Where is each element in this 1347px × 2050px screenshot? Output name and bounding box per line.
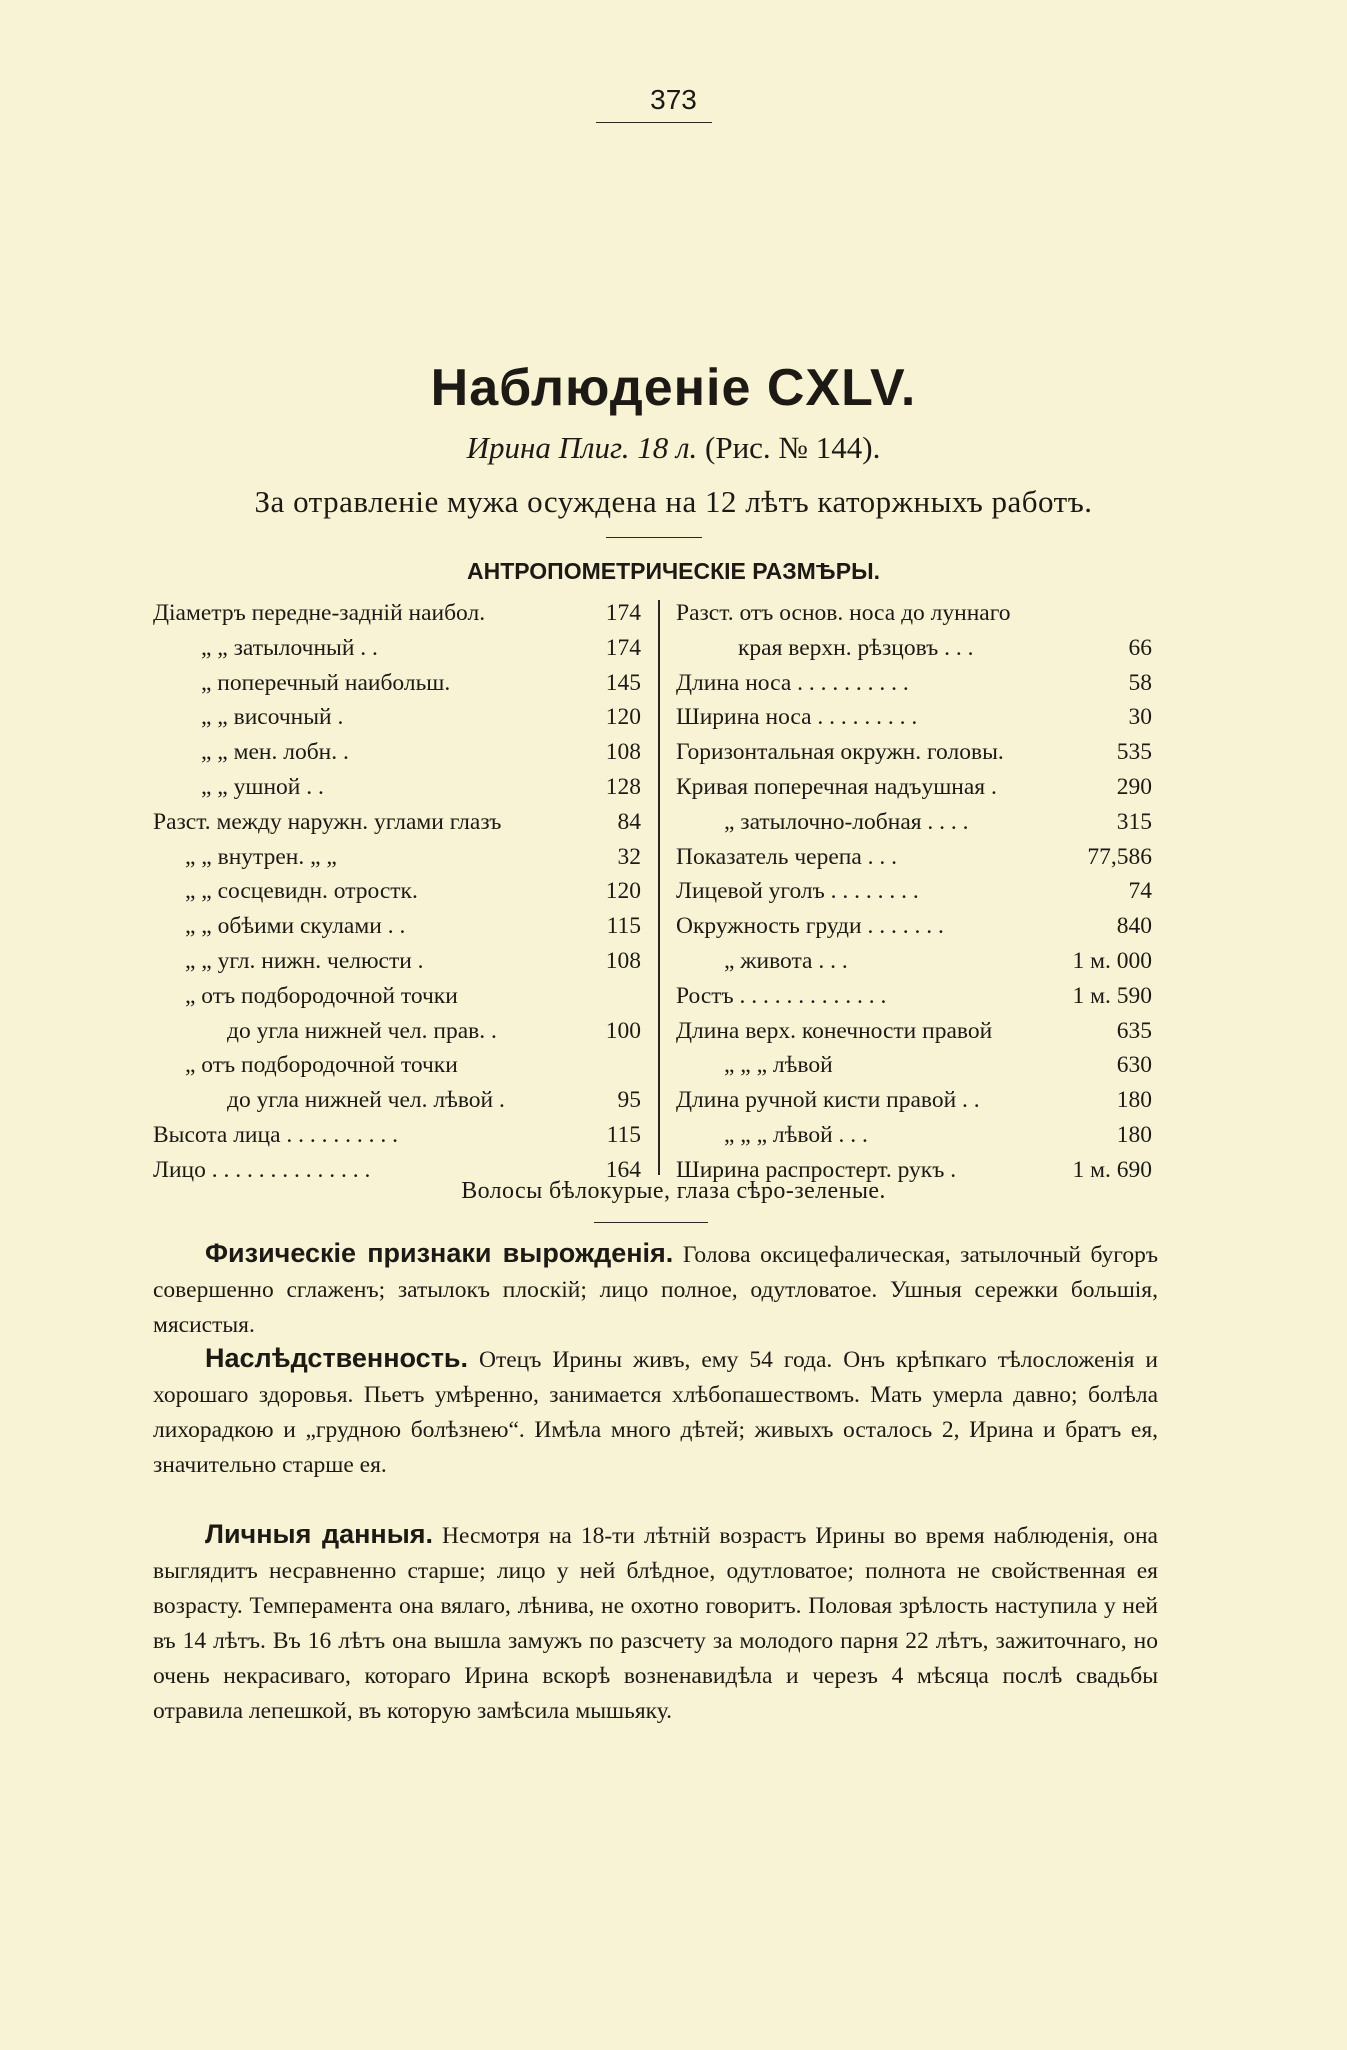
measurement-value: 1 м. 000 [1072,947,1152,974]
paragraph-text: Голова оксицефалическая, затылочный бугоръ совершенно сглаженъ; затылокъ плоскій; лицо полное, одутловатое. Ушныя сережки большія, мясистыя. [153,1242,1158,1338]
measurement-value: 164 [605,1156,641,1183]
measurement-label: Длина ручной кисти правой . . [676,1087,980,1114]
measurement-value: 315 [1116,808,1152,835]
paragraph-physical-signs [153,1236,1158,1343]
measurement-value: 128 [605,773,641,800]
measurement-row [676,944,1152,979]
measurement-label: Окружность груди . . . . . . . [676,913,944,940]
subject-line [0,430,1347,466]
measurement-row [676,1118,1152,1153]
measurement-label: „ затылочно-лобная . . . . [724,808,969,835]
measurements-left-column [153,596,641,1188]
measurement-row [153,631,641,666]
measurement-label: „ „ височный . [201,704,344,731]
measurement-row [676,666,1152,701]
measurement-row [676,1014,1152,1049]
paragraph-personal-data [153,1517,1158,1729]
measurement-value: 108 [605,739,641,766]
measurement-label-continuation: до угла нижней чел. прав. . [227,1017,497,1044]
measurement-row [153,770,641,805]
measurement-value: 58 [1128,669,1152,696]
measurement-value: 84 [617,808,641,835]
measurement-label: Лицевой уголъ . . . . . . . . [676,878,919,905]
measurement-value: 1 м. 590 [1072,982,1152,1009]
measurement-row [153,874,641,909]
column-divider [658,600,660,1175]
paragraph-heading: Наслѣдственность. [205,1343,469,1373]
measurement-row [676,700,1152,735]
measurement-value: 630 [1116,1052,1152,1079]
figure-reference: (Рис. № 144). [705,430,881,465]
measurement-value: 174 [605,634,641,661]
measurement-value: 120 [605,704,641,731]
measurement-value: 95 [617,1087,641,1114]
measurement-label: Разст. отъ основ. носа до луннаго [676,600,1011,626]
measurement-value: 120 [605,878,641,905]
measurement-value: 30 [1128,704,1152,731]
measurement-label: Лицо . . . . . . . . . . . . . . [153,1156,371,1183]
measurement-row [676,909,1152,944]
measurement-value: 100 [605,1017,641,1044]
measurement-row [153,805,641,840]
measurement-value: 290 [1116,773,1152,800]
measurement-value: 535 [1116,739,1152,766]
measurement-value: 174 [605,600,641,626]
measurement-row [676,770,1152,805]
measurements-right-column [676,596,1152,1188]
measurement-label: „ живота . . . [724,947,848,974]
measurement-value: 74 [1128,878,1152,905]
measurement-value: 66 [1128,634,1152,661]
measurement-label: „ „ сосцевидн. отростк. [185,878,418,905]
measurement-row [153,840,641,875]
sentence-line: За отравленіе мужа осуждена на 12 лѣтъ каторжныхъ работъ. [254,484,1093,519]
measurement-label: Высота лица . . . . . . . . . . [153,1121,399,1148]
subject-name: Ирина Плиг. 18 л. [466,430,698,465]
measurement-label: „ отъ подбородочной точки [185,982,458,1009]
measurement-value: 635 [1116,1017,1152,1044]
measurement-value: 77,586 [1087,843,1152,870]
measurement-value: 180 [1116,1121,1152,1148]
measurement-row [153,735,641,770]
measurement-row [676,596,1152,666]
measurement-value: 840 [1116,913,1152,940]
title-rule [606,537,702,538]
paragraph-heredity [153,1341,1158,1483]
measurement-label: Длина верх. конечности правой [676,1017,993,1044]
paragraph-heading: Личныя данныя. [205,1519,434,1549]
measurement-label: Горизонтальная окружн. головы. [676,739,1004,766]
measurement-row [676,1083,1152,1118]
measurement-row [153,1048,641,1118]
page-number-rule [596,122,712,123]
measurement-label: „ „ ушной . . [201,773,324,800]
measurement-label: Разст. между наружн. углами глазъ [153,808,502,835]
measurement-label: „ поперечный наибольш. [201,669,451,696]
page-number: 373 [650,84,697,115]
measurement-label-continuation: края верхн. рѣзцовъ . . . [738,634,974,661]
measurement-row [153,666,641,701]
measurement-value: 115 [606,913,641,940]
measurement-row [676,1048,1152,1083]
paragraph-text: Несмотря на 18-ти лѣтній возрастъ Ирины во время наблюденія, она выглядитъ несравненно старше; лицо у ней блѣдное, одутловатое; полнота не свойственная ея возрасту. Темперамента она вялаго, лѣнива, не охотно говоритъ. Половая зрѣлость наступила у ней въ 14 лѣтъ. Въ 16 лѣтъ она вышла замужъ по разсчету за молодого парня 22 лѣтъ, зажиточнаго, но очень некрасиваго, котораго Ирина вскорѣ возненавидѣла и черезъ 4 мѣсяца послѣ свадьбы отравила лепешкой, въ которую замѣсила мышьяку. [153,1523,1158,1724]
measurement-value: 1 м. 690 [1072,1156,1152,1183]
paragraph-text: Отецъ Ирины живъ, ему 54 года. Онъ крѣпкаго тѣлосложенія и хорошаго здоровья. Пьетъ умѣренно, занимается хлѣбопашествомъ. Мать умерла давно; болѣла лихорадкою и „грудною болѣзнею“. Имѣла много дѣтей; живыхъ осталось 2, Ирина и братъ ея, значительно старше ея. [153,1347,1158,1478]
measurement-label-continuation: до угла нижней чел. лѣвой . [227,1087,505,1114]
measurement-value: 108 [605,947,641,974]
measurement-label: Ширина носа . . . . . . . . . [676,704,918,731]
measurement-row [676,979,1152,1014]
measurement-label: Ширина распростерт. рукъ . [676,1156,957,1183]
measurement-row [153,700,641,735]
paragraph-heading: Физическіе признаки вырожденія. [205,1238,674,1268]
measurement-label: „ „ „ лѣвой . . . [724,1121,868,1148]
measurement-label: Кривая поперечная надъушная . [676,773,997,800]
section-rule [594,1222,708,1223]
measurement-label: „ „ угл. нижн. челюсти . [185,947,424,974]
measurement-row [153,944,641,979]
measurement-label: „ „ внутрен. „ „ [185,843,337,870]
measurement-label: Показатель черепа . . . [676,843,898,870]
measurement-label: „ отъ подбородочной точки [185,1052,458,1079]
measurement-row [153,1118,641,1153]
measurement-value: 32 [617,843,641,870]
measurement-label: „ „ „ лѣвой [724,1052,833,1079]
measurements-heading: АНТРОПОМЕТРИЧЕСКІЕ РАЗМѢРЫ. [466,558,881,584]
measurement-label: „ „ мен. лобн. . [201,739,349,766]
measurement-row [153,979,641,1049]
measurement-label: „ „ затылочный . . [201,634,378,661]
measurement-row [676,805,1152,840]
measurement-label: Діаметръ передне-задній наибол. [153,600,486,626]
measurement-label: Ростъ . . . . . . . . . . . . . [676,982,887,1009]
measurement-value: 115 [606,1121,641,1148]
measurement-row [153,596,641,631]
measurement-value: 145 [605,669,641,696]
measurement-row [676,735,1152,770]
hair-eyes-note: Волосы бѣлокурые, глаза сѣро-зеленые. [461,1178,886,1204]
measurement-row [676,874,1152,909]
measurement-label: Длина носа . . . . . . . . . . [676,669,909,696]
measurement-label: „ „ обѣими скулами . . [185,913,406,940]
measurement-row [153,909,641,944]
measurement-row [676,840,1152,875]
measurement-value: 180 [1116,1087,1152,1114]
observation-title: Наблюденіе CXLV. [430,359,917,417]
